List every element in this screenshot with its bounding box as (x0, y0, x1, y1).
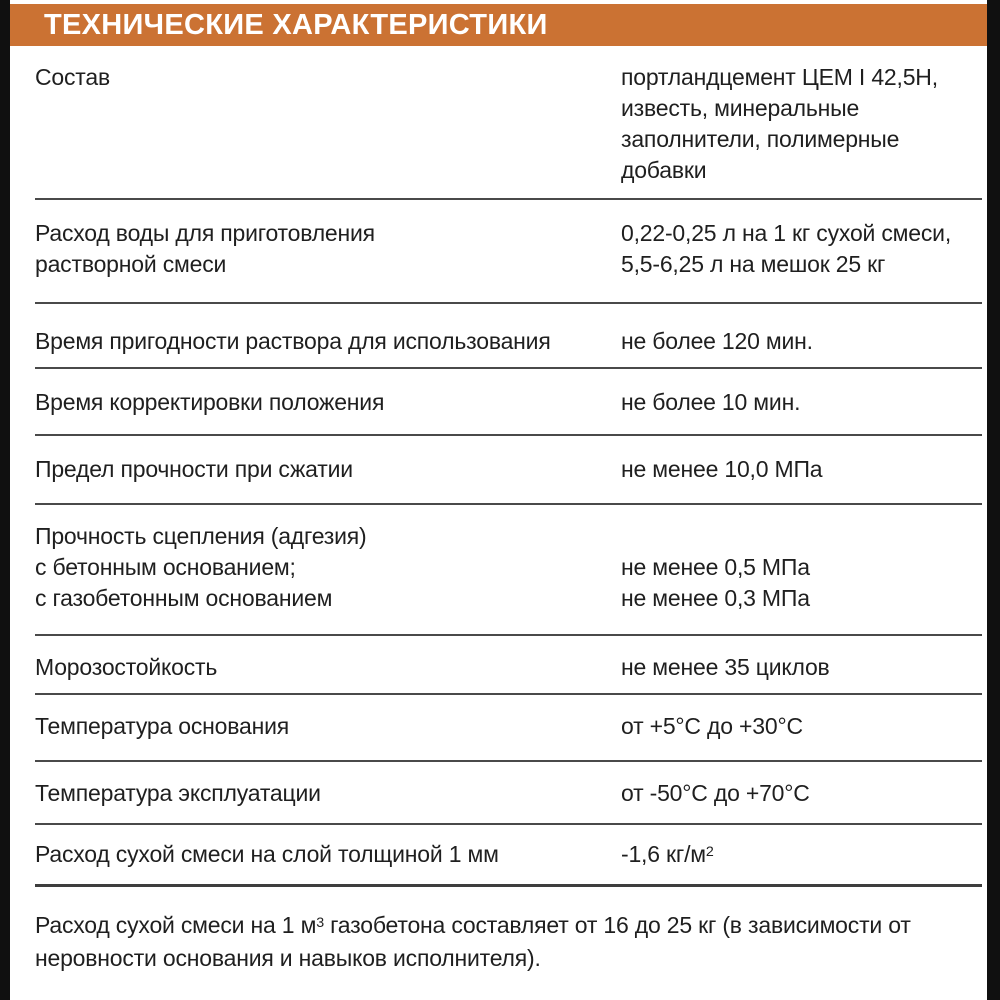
section-title: ТЕХНИЧЕСКИЕ ХАРАКТЕРИСТИКИ (44, 9, 548, 41)
table-row (35, 825, 982, 887)
property-name-line: Предел прочности при сжатии (35, 456, 353, 482)
property-value-line: не менее 35 циклов (621, 654, 830, 680)
property-value-line-superscript: 2 (705, 843, 714, 860)
table-row (35, 636, 982, 695)
table-row (35, 304, 982, 369)
property-name-line: Время корректировки положения (35, 389, 385, 415)
property-value-cell (621, 521, 982, 614)
property-name-line: растворной смеси (35, 251, 227, 277)
property-name-cell (35, 62, 621, 186)
property-value-line-text: -1,6 кг/м (621, 841, 706, 867)
property-value-line: добавки (621, 157, 707, 183)
property-value-line: не менее 10,0 МПа (621, 456, 823, 482)
property-name-cell (35, 839, 621, 870)
spec-table (35, 46, 982, 887)
property-value-line: не менее 0,3 МПа (621, 585, 810, 611)
table-row (35, 369, 982, 436)
property-value-line: не менее 0,5 МПа (621, 554, 810, 580)
footnote-text: Расход сухой смеси на 1 м (35, 912, 317, 938)
property-name-line: Расход воды для приготовления (35, 220, 375, 246)
property-value-line: портландцемент ЦЕМ I 42,5Н, (621, 64, 938, 90)
property-value-line (621, 521, 982, 552)
property-value-line (621, 839, 982, 870)
property-name-line: Температура основания (35, 713, 290, 739)
consumption-footnote (35, 887, 980, 975)
table-row (35, 200, 982, 304)
property-name-line: с бетонным основанием; (35, 554, 296, 580)
property-value-cell (621, 62, 982, 186)
property-value-cell (621, 711, 982, 742)
table-row (35, 505, 982, 636)
property-name-cell (35, 326, 621, 357)
table-row (35, 436, 982, 505)
property-name-line: с газобетонным основанием (35, 585, 333, 611)
property-value-cell (621, 778, 982, 809)
property-name-cell (35, 652, 621, 683)
left-edge-bar (0, 0, 10, 1000)
property-value-line: заполнители, полимерные (621, 126, 900, 152)
property-name-cell (35, 521, 621, 614)
property-value-line: не более 120 мин. (621, 328, 813, 354)
property-value-cell (621, 839, 982, 870)
footnote-superscript: 3 (316, 914, 324, 931)
property-name-line: Температура эксплуатации (35, 780, 321, 806)
property-name-line: Время пригодности раствора для использования (35, 328, 551, 354)
footnote-text: газобетона составляет от 16 до 25 кг (в зависимости от неровности основания и навыков исполнителя). (35, 912, 911, 971)
property-value-line: от +5°С до +30°С (621, 713, 803, 739)
property-value-cell (621, 326, 982, 357)
table-row (35, 762, 982, 825)
property-name-line: Расход сухой смеси на слой толщиной 1 мм (35, 841, 499, 867)
property-name-cell (35, 778, 621, 809)
property-name-cell (35, 218, 621, 280)
property-name-cell (35, 711, 621, 742)
property-name-line: Прочность сцепления (адгезия) (35, 523, 367, 549)
property-value-line: от -50°С до +70°С (621, 780, 810, 806)
table-row (35, 46, 982, 200)
section-header-bar (10, 4, 1000, 46)
property-name-cell (35, 387, 621, 418)
property-value-line: 5,5-6,25 л на мешок 25 кг (621, 251, 886, 277)
property-value-line: 0,22-0,25 л на 1 кг сухой смеси, (621, 220, 952, 246)
property-name-line: Состав (35, 64, 110, 90)
property-value-line: известь, минеральные (621, 95, 860, 121)
table-row (35, 695, 982, 762)
property-value-line: не более 10 мин. (621, 389, 801, 415)
property-value-cell (621, 454, 982, 485)
property-value-cell (621, 387, 982, 418)
property-name-cell (35, 454, 621, 485)
property-value-cell (621, 218, 982, 280)
spec-content (35, 46, 982, 975)
property-value-cell (621, 652, 982, 683)
right-edge-bar (987, 0, 1000, 1000)
property-name-line: Морозостойкость (35, 654, 218, 680)
